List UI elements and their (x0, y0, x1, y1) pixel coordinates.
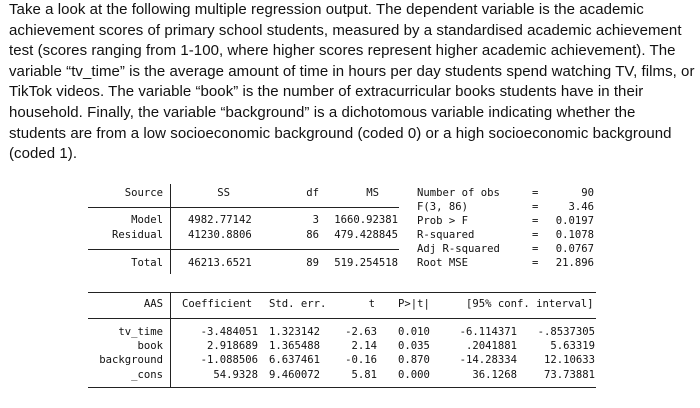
coef-header-dep: AAS (143, 298, 163, 310)
stat-value-rsq: 0.1078 (555, 229, 594, 241)
coef-row-ci-lower: -14.28334 (459, 354, 517, 366)
anova-header-ms: MS (366, 187, 379, 199)
anova-header-df: df (306, 187, 319, 199)
coef-row-se: 9.460072 (268, 369, 320, 381)
coef-row-ci-upper: 5.63319 (550, 340, 595, 352)
stat-value-adjrsq: 0.0767 (555, 243, 594, 255)
anova-row-model-df: 3 (312, 214, 319, 226)
coef-row-ci-lower: -6.114371 (459, 326, 517, 338)
coef-header-ci: [95% conf. interval] (466, 298, 594, 310)
anova-vertical-rule (170, 184, 171, 274)
stat-value-obs: 90 (581, 187, 594, 199)
stat-label-adjrsq: Adj R-squared (417, 243, 500, 255)
anova-row-model-ss: 4982.77142 (188, 214, 252, 226)
anova-row-model-source: Model (131, 214, 163, 226)
anova-total-source: Total (131, 257, 163, 269)
anova-total-ss: 46213.6521 (188, 257, 252, 269)
coef-row-ci-lower: .2041881 (465, 340, 517, 352)
coef-row-se: 1.323142 (268, 326, 320, 338)
coef-row-coef: 54.9328 (213, 369, 258, 381)
coef-row-t: -2.63 (345, 326, 377, 338)
stat-label-rmse: Root MSE (417, 257, 469, 269)
coef-row-ci-upper: 12.10633 (543, 354, 595, 366)
coef-row-var: background (99, 354, 163, 366)
anova-row-residual-ms: 479.428845 (334, 229, 398, 241)
stat-label-probf: Prob > F (417, 215, 469, 227)
anova-row-residual-ss: 41230.8806 (188, 229, 252, 241)
stat-eq-probf: = (532, 215, 539, 227)
stat-value-probf: 0.0197 (555, 215, 594, 227)
coef-row-t: 5.81 (351, 369, 377, 381)
stat-label-f: F(3, 86) (417, 201, 469, 213)
anova-row-residual-df: 86 (306, 229, 319, 241)
stat-eq-rmse: = (532, 257, 539, 269)
anova-row-model-ms: 1660.92381 (334, 214, 398, 226)
coef-row-p: 0.000 (398, 369, 430, 381)
coef-row-coef: -1.088506 (200, 354, 258, 366)
stat-eq-adjrsq: = (532, 243, 539, 255)
coef-row-ci-lower: 36.1268 (472, 369, 517, 381)
anova-header-source: Source (124, 187, 163, 199)
coef-header-rule (88, 318, 596, 319)
coef-row-var: book (137, 340, 163, 352)
stat-value-f: 3.46 (568, 201, 594, 213)
anova-total-ms: 519.254518 (334, 257, 398, 269)
anova-header-rule (88, 207, 399, 208)
coef-row-var: tv_time (118, 326, 163, 338)
stat-label-rsq: R-squared (417, 229, 475, 241)
stat-value-rmse: 21.896 (555, 257, 594, 269)
anova-header-ss: SS (217, 187, 230, 199)
coef-row-p: 0.870 (398, 354, 430, 366)
coef-header-p: P>|t| (398, 298, 430, 310)
coef-row-ci-upper: 73.73881 (543, 369, 595, 381)
coef-row-ci-upper: -.8537305 (537, 326, 595, 338)
coef-vertical-rule (170, 292, 171, 387)
coef-row-t: 2.14 (351, 340, 377, 352)
anova-total-rule (88, 249, 399, 250)
anova-row-residual-source: Residual (111, 229, 163, 241)
coef-header-t: t (368, 298, 375, 310)
coef-header-coef: Coefficient (182, 298, 253, 310)
coef-row-t: -0.16 (345, 354, 377, 366)
coef-top-rule (88, 292, 596, 293)
stat-eq-obs: = (532, 187, 539, 199)
coef-header-se: Std. err. (269, 298, 327, 310)
coef-row-p: 0.010 (398, 326, 430, 338)
stat-label-obs: Number of obs (417, 187, 500, 199)
stat-eq-f: = (532, 201, 539, 213)
coef-bottom-rule (88, 387, 596, 388)
anova-total-df: 89 (306, 257, 319, 269)
coef-row-coef: -3.484051 (200, 326, 258, 338)
coef-row-se: 6.637461 (268, 354, 320, 366)
stat-eq-rsq: = (532, 229, 539, 241)
coef-row-p: 0.035 (398, 340, 430, 352)
question-text: Take a look at the following multiple regression output. The dependent variable is the academic achievement scores of primary school students, measured by a standardised academic achievement test (scores ranging from 1-100, where higher scores represent higher academic achievement). The variable “tv_time” is the average amount of time in hours per day students spend watching TV, films, or TikTok videos. The variable “book” is the number of extracurricular books students have in their household. Finally, the variable “background” is a dichotomous variable indicating whether the students are from a low socioeconomic background (coded 0) or a high socioeconomic background (coded 1). (9, 1, 695, 163)
coef-row-coef: 2.918689 (206, 340, 258, 352)
coef-row-var: _cons (131, 369, 163, 381)
coef-row-se: 1.365488 (268, 340, 320, 352)
